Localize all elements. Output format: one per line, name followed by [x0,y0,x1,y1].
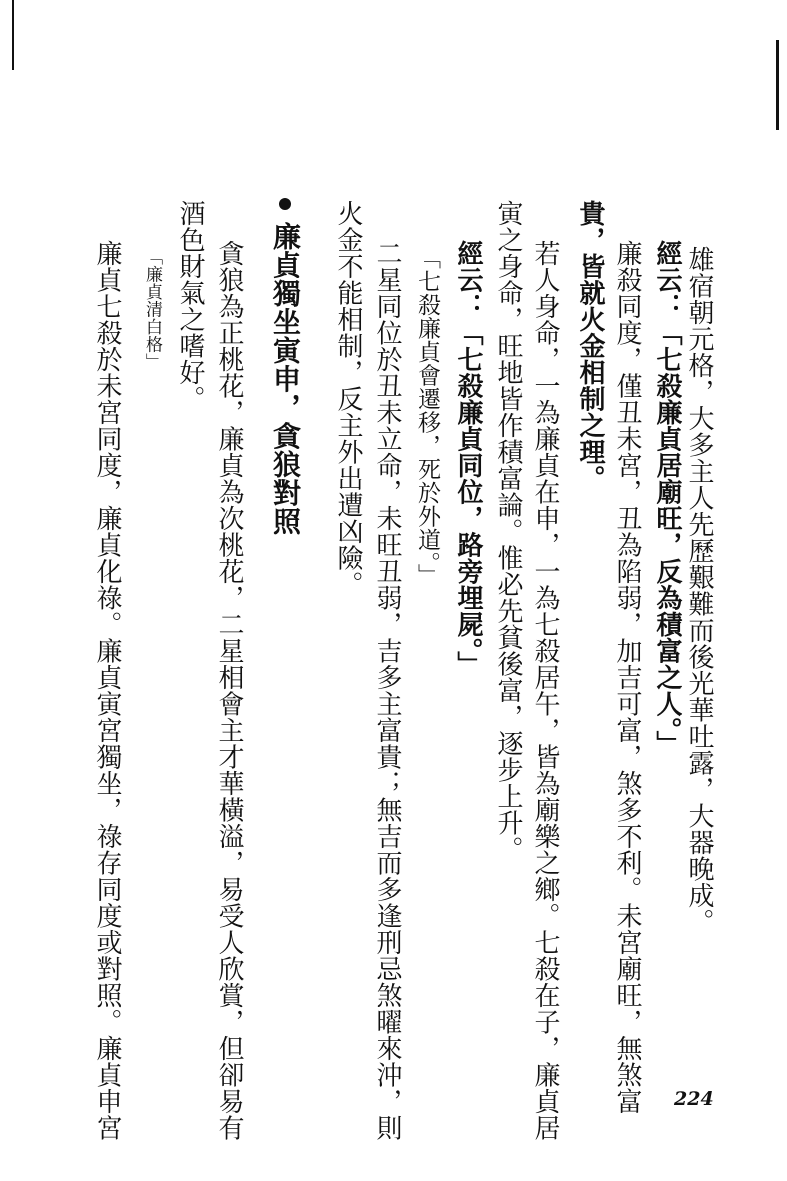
text-column-15: 廉貞七殺於未宮同度，廉貞化祿。廉貞寅宮獨坐，祿存同度或對照。廉貞申宮 [92,240,122,1141]
text-column-2-quote: 經云：「七殺廉貞居廟旺，反為積富之人。」 [652,240,682,757]
text-column-8-quote: 「七殺廉貞會遷移，死於外道。」 [414,246,440,587]
text-column-9: 二星同位於丑未立命，未旺丑弱，吉多主富貴；無吉而多逢刑忌煞曜來沖，則 [372,240,402,1141]
text-column-10: 火金不能相制，反主外出遭凶險。 [333,200,363,598]
text-column-12: 貪狼為正桃花，廉貞為次桃花，二星相會主才華橫溢，易受人欣賞，但卻易有 [214,240,244,1141]
pattern-label: 「廉貞清白格」 [142,248,162,371]
section-heading: 廉貞獨坐寅申，貪狼對照 [269,222,302,536]
text-column-13: 酒色財氣之嗜好。 [175,200,205,412]
text-column-3: 廉殺同度，僅丑未宮，丑為陷弱，加吉可富，煞多不利。未宮廟旺，無煞富 [612,240,642,1115]
left-margin-mark [12,0,14,70]
text-column-5: 若人身命，一為廉貞在申，一為七殺居午，皆為廟樂之鄉。七殺在子，廉貞居 [530,240,560,1141]
page-number: 224 [674,1088,714,1110]
text-column-4: 貴，皆就火金相制之理。 [575,200,605,492]
right-margin-mark [776,40,779,130]
bullet-dot [279,198,291,210]
text-column-6: 寅之身命，旺地皆作積富論。惟必先貧後富，逐步上升。 [493,200,523,863]
text-column-7-quote: 經云：「七殺廉貞同位，路旁埋屍。」 [453,240,483,678]
text-column-1: 雄宿朝元格，大多主人先歷艱難而後光華吐露，大器晚成。 [684,246,714,935]
